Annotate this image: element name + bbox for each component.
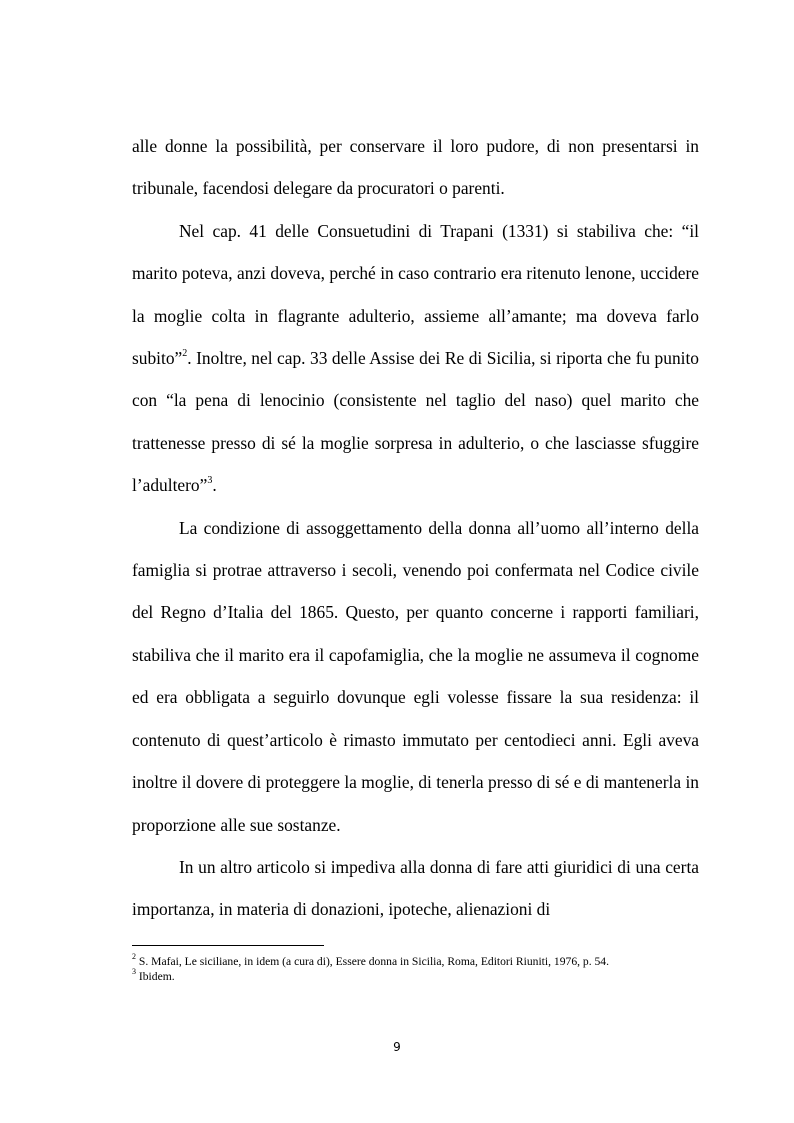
footnote-number: 2 (132, 952, 136, 962)
footnote-ref-2: 2 (182, 348, 188, 360)
paragraph-3: La condizione di assoggettamento della donna all’uomo all’interno della famiglia si protrae attraverso i secoli, venendo poi confermata nel Codice civile del Regno d’Italia del 1865. Questo, per quanto concerne i rapporti familiari, stabiliva che il marito era il capofamiglia, che la moglie ne assumeva il cognome ed era obbligata a seguirlo dovunque egli volesse fissare la sua residenza: il contenuto di quest’articolo è rimasto immutato per centodieci anni. Egli aveva inoltre il dovere di proteggere la moglie, di tenerla presso di sé e di mantenerla in proporzione alle sue sostanze. (132, 517, 699, 835)
paragraph-2-text-a: Nel cap. 41 delle Consuetudini di Trapani (1331) si stabiliva che: “il marito poteva, anzi doveva, perché in caso contrario era ritenuto lenone, uccidere la moglie colta in flagrante adulterio, assieme all’amante; ma doveva farlo subito” (132, 220, 699, 369)
footnote-ref-3: 3 (207, 475, 213, 487)
footnote-3 (132, 969, 699, 984)
paragraph-2-text-c: . (212, 475, 217, 496)
main-text (132, 125, 699, 931)
footnote-number: 3 (132, 967, 136, 977)
paragraph-4: In un altro articolo si impediva alla donna di fare atti giuridici di una certa importanza, in materia di donazioni, ipoteche, alienazioni di (132, 856, 699, 920)
page-number: 9 (393, 1040, 401, 1054)
footnotes (132, 954, 699, 984)
paragraph-2-text-b: . Inoltre, nel cap. 33 delle Assise dei Re di Sicilia, si riporta che fu punito con “la pena di lenocinio (consistente nel taglio del naso) quel marito che trattenesse presso di sé la moglie sorpresa in adulterio, o che lasciasse sfuggire l’adultero” (132, 348, 699, 496)
footnote-text: S. Mafai, Le siciliane, in idem (a cura di), Essere donna in Sicilia, Roma, Editori Riuniti, 1976, p. 54. (136, 955, 609, 968)
footnote-separator (132, 945, 324, 946)
paragraph-1: alle donne la possibilità, per conservare il loro pudore, di non presentarsi in tribunale, facendosi delegare da procuratori o parenti. (132, 136, 699, 199)
footnote-2 (132, 954, 699, 969)
footnote-text: Ibidem. (136, 970, 175, 983)
paragraph-2 (132, 210, 699, 507)
